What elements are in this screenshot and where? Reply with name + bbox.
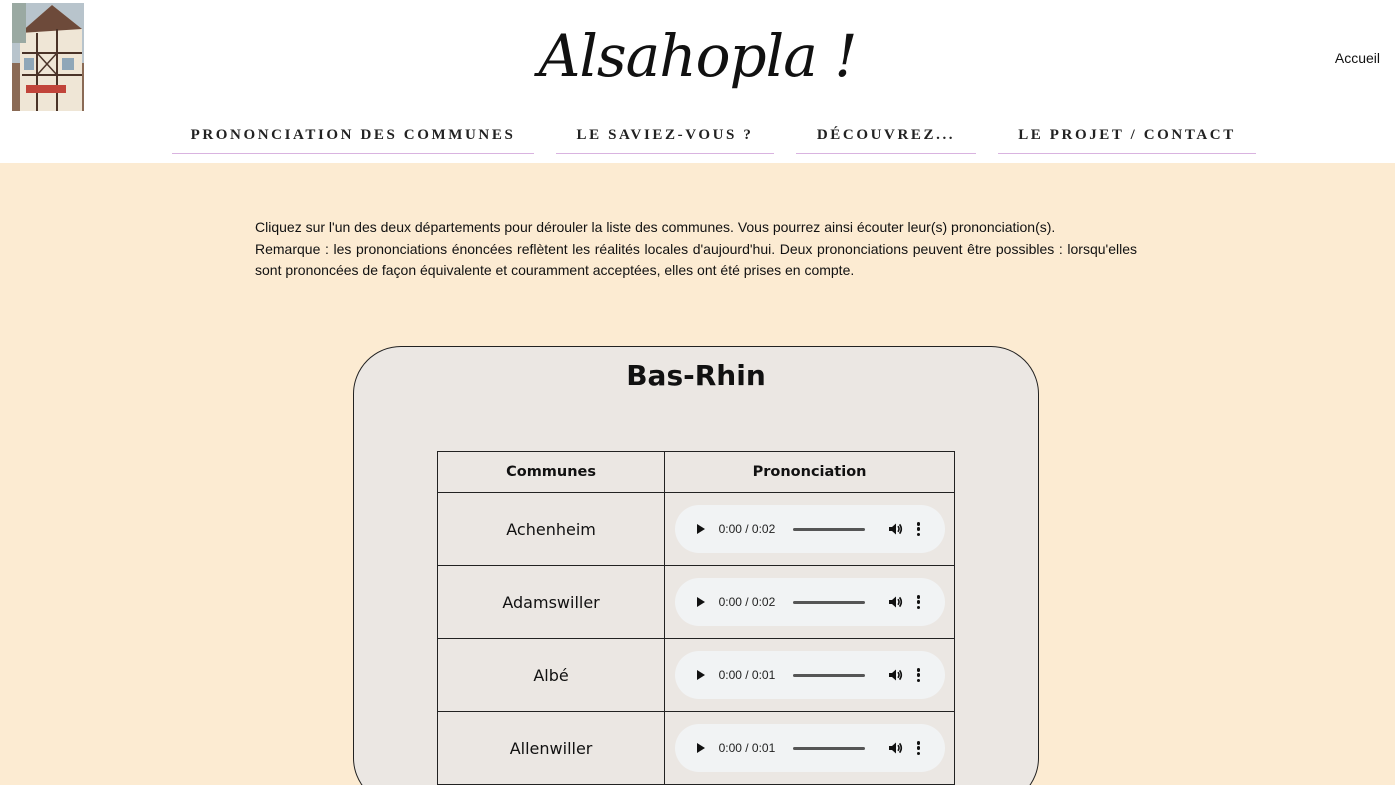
commune-name: Achenheim [438, 493, 665, 566]
intro-line-2: Remarque : les prononciations énoncées reflètent les réalités locales d'aujourd'hui. Deux prononciations peuvent être possibles : lorsqu'elles sont prononcées de façon équivalente et couramment acceptées, elles ont été prises en compte. [255, 240, 1137, 278]
table-header-row [438, 452, 955, 493]
pronunciation-cell [665, 493, 955, 566]
more-vertical-icon[interactable] [917, 741, 921, 755]
audio-time: 0:00 / 0:01 [718, 668, 776, 682]
audio-progress-track[interactable] [793, 528, 865, 531]
nav-decouvrez[interactable]: DÉCOUVREZ... [796, 116, 976, 154]
nav-projet-contact[interactable]: LE PROJET / CONTACT [998, 116, 1256, 154]
volume-icon[interactable] [887, 667, 903, 683]
more-vertical-icon[interactable] [917, 668, 921, 682]
audio-progress-track[interactable] [793, 747, 865, 750]
intro-text [255, 217, 1137, 282]
audio-time: 0:00 / 0:01 [718, 741, 776, 755]
audio-player[interactable] [675, 651, 945, 699]
panel-title[interactable]: Bas-Rhin [626, 359, 766, 392]
audio-time: 0:00 / 0:02 [718, 522, 776, 536]
site-header [0, 0, 1395, 163]
accueil-link[interactable]: Accueil [1334, 50, 1380, 66]
department-panel[interactable] [353, 346, 1039, 785]
volume-icon[interactable] [887, 594, 903, 610]
commune-name: Adamswiller [438, 566, 665, 639]
pronunciation-cell [665, 712, 955, 785]
more-vertical-icon[interactable] [917, 522, 921, 536]
commune-name: Albé [438, 639, 665, 712]
commune-name: Allenwiller [438, 712, 665, 785]
play-icon[interactable] [697, 597, 705, 607]
header-communes: Communes [438, 452, 665, 493]
table-row [438, 493, 955, 566]
audio-progress-track[interactable] [793, 601, 865, 604]
communes-table [437, 451, 955, 785]
nav-prononciation[interactable]: PRONONCIATION DES COMMUNES [172, 116, 534, 154]
play-icon[interactable] [697, 743, 705, 753]
header-prononciation: Prononciation [665, 452, 955, 493]
table-row [438, 712, 955, 785]
play-icon[interactable] [697, 670, 705, 680]
site-title: Alsahopla ! [538, 22, 857, 90]
audio-progress-track[interactable] [793, 674, 865, 677]
table-row [438, 566, 955, 639]
audio-player[interactable] [675, 578, 945, 626]
table-row [438, 639, 955, 712]
volume-icon[interactable] [887, 740, 903, 756]
volume-icon[interactable] [887, 521, 903, 537]
audio-player[interactable] [675, 505, 945, 553]
audio-player[interactable] [675, 724, 945, 772]
pronunciation-cell [665, 566, 955, 639]
intro-line-1: Cliquez sur l'un des deux départements pour dérouler la liste des communes. Vous pourrez ainsi écouter leur(s) prononciation(s). [255, 219, 1056, 235]
pronunciation-cell [665, 639, 955, 712]
more-vertical-icon[interactable] [917, 595, 921, 609]
audio-time: 0:00 / 0:02 [718, 595, 776, 609]
nav-le-saviez-vous[interactable]: LE SAVIEZ-VOUS ? [556, 116, 774, 154]
play-icon[interactable] [697, 524, 705, 534]
